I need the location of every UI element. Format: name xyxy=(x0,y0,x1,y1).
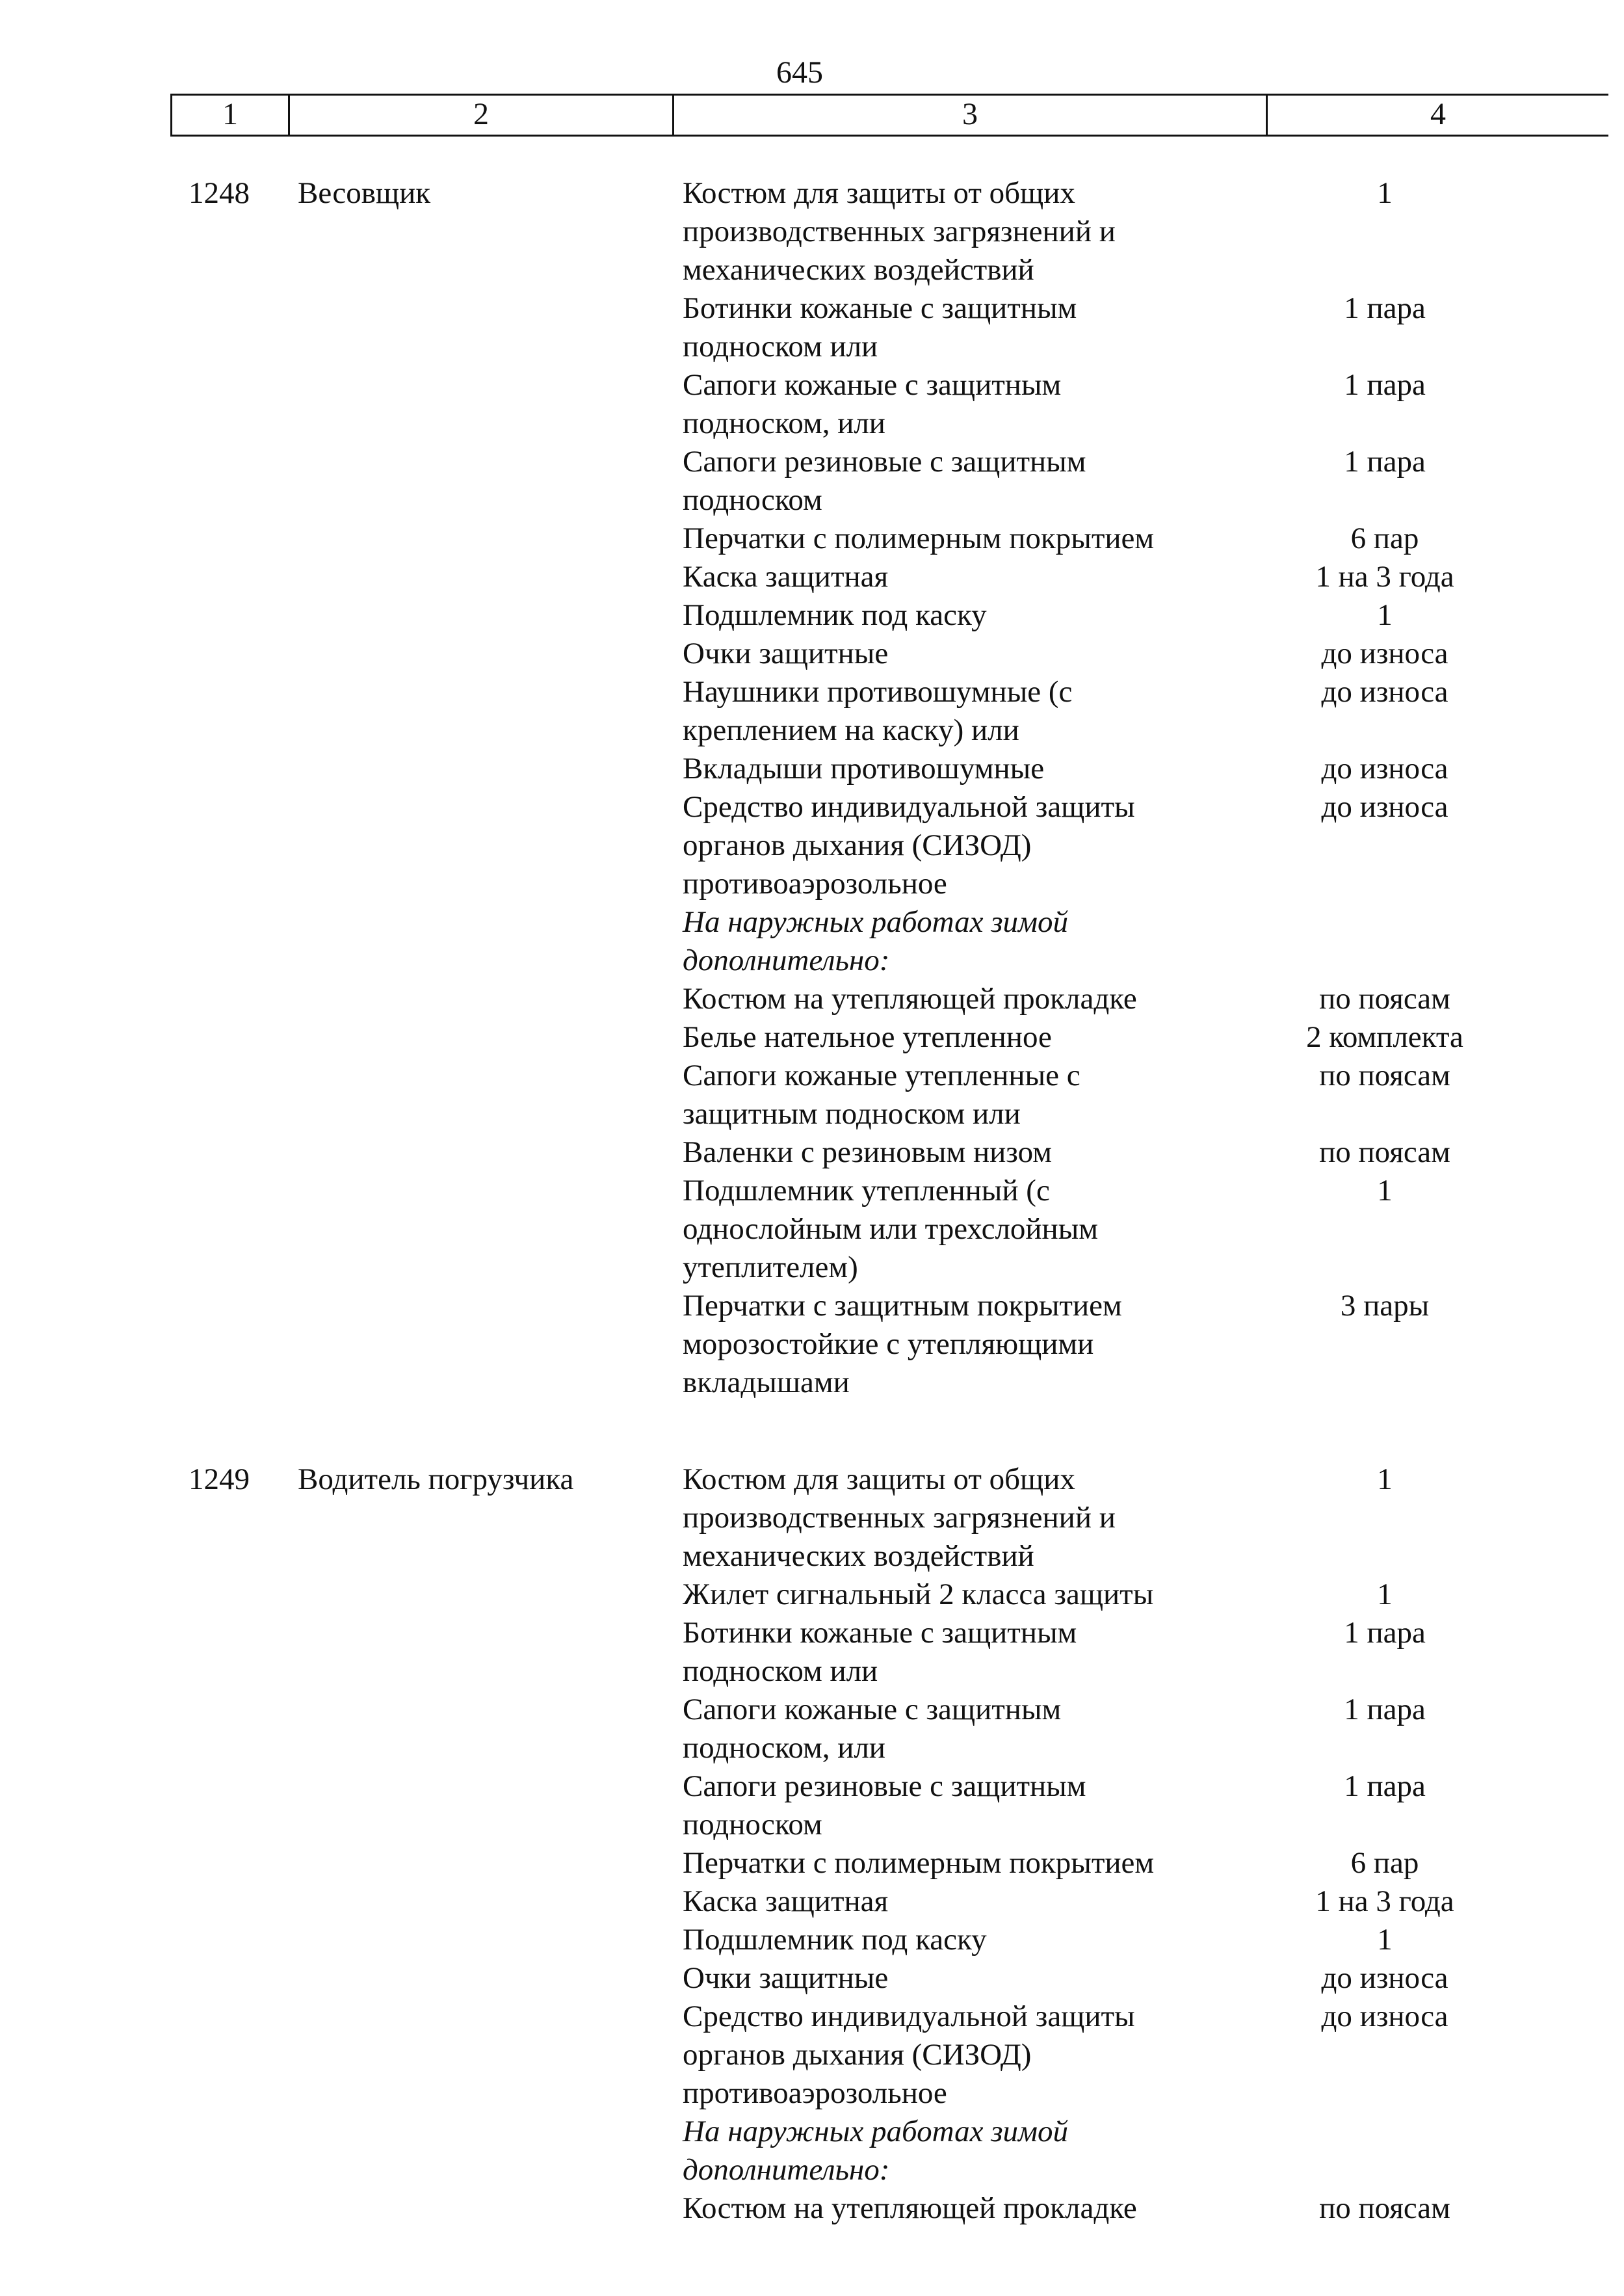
ppe-item-name-line: Перчатки с полимерным покрытием xyxy=(683,1846,1155,1880)
ppe-item-row xyxy=(683,1287,1619,1402)
ppe-item-name-line: механических воздействий xyxy=(683,1539,1034,1573)
ppe-item-name-line: вкладышами xyxy=(683,1366,850,1399)
ppe-item-name-line: органов дыхания (СИЗОД) xyxy=(683,2038,1032,2072)
ppe-item-row xyxy=(683,1614,1619,1691)
ppe-item-row xyxy=(683,1057,1619,1133)
ppe-item-row xyxy=(683,596,1619,635)
ppe-item-name-line: Подшлемник под каску xyxy=(683,1923,987,1957)
ppe-item-name-line: Каска защитная xyxy=(683,1884,889,1918)
ppe-item-quantity: 1 пара xyxy=(1344,1616,1426,1650)
ppe-item-quantity: 1 xyxy=(1377,1174,1393,1207)
header-col-4: 4 xyxy=(1430,97,1446,131)
ppe-item-name-line: подноском, или xyxy=(683,406,885,440)
ppe-item-name xyxy=(683,1921,1222,1959)
ppe-item-row xyxy=(683,788,1619,903)
ppe-item-name xyxy=(683,1576,1222,1614)
ppe-item-name xyxy=(683,1882,1222,1921)
ppe-item-row xyxy=(683,1767,1619,1844)
ppe-item-quantity: 1 пара xyxy=(1344,291,1426,325)
ppe-item-quantity: 1 xyxy=(1377,176,1393,210)
ppe-item-quantity: 1 xyxy=(1377,1923,1393,1957)
ppe-item-name-line: Средство индивидуальной защиты xyxy=(683,790,1135,824)
ppe-item-name xyxy=(683,1460,1222,1576)
entry-number: 1248 xyxy=(189,176,250,210)
ppe-item-name-line: Перчатки с полимерным покрытием xyxy=(683,521,1155,555)
ppe-item-quantity: по поясам xyxy=(1319,1135,1450,1169)
ppe-item-quantity: 1 пара xyxy=(1344,445,1426,479)
ppe-item-row xyxy=(683,750,1619,788)
ppe-item-name-line: Средство индивидуальной защиты xyxy=(683,1999,1135,2033)
ppe-item-name xyxy=(683,1018,1222,1057)
ppe-item-name-line: На наружных работах зимой xyxy=(683,905,1069,939)
ppe-item-row xyxy=(683,558,1619,596)
ppe-item-quantity: 1 xyxy=(1377,1462,1393,1496)
ppe-item-name xyxy=(683,2189,1222,2228)
ppe-item-name-line: Ботинки кожаные с защитным xyxy=(683,291,1077,325)
ppe-item-row xyxy=(683,1998,1619,2113)
ppe-item-name-line: На наружных работах зимой xyxy=(683,2115,1069,2148)
ppe-item-name-line: Костюм на утепляющей прокладке xyxy=(683,982,1137,1016)
ppe-item-row xyxy=(683,1460,1619,1576)
ppe-item-row xyxy=(683,1959,1619,1998)
ppe-item-quantity: 3 пары xyxy=(1340,1289,1430,1323)
ppe-item-name xyxy=(683,1287,1222,1402)
ppe-item-quantity: по поясам xyxy=(1319,1059,1450,1092)
ppe-item-quantity: до износа xyxy=(1321,752,1448,785)
ppe-item-row xyxy=(683,1882,1619,1921)
ppe-item-quantity: до износа xyxy=(1321,1961,1448,1995)
ppe-item-row xyxy=(683,520,1619,558)
ppe-item-name xyxy=(683,289,1222,366)
ppe-item-name-line: механических воздействий xyxy=(683,253,1034,287)
ppe-item-row xyxy=(683,1921,1619,1959)
ppe-item-name xyxy=(683,443,1222,520)
profession-name: Весовщик xyxy=(298,176,431,210)
ppe-item-row xyxy=(683,635,1619,673)
ppe-item-name-line: противоаэрозольное xyxy=(683,867,947,901)
ppe-item-name-line: Наушники противошумные (с xyxy=(683,675,1073,709)
ppe-item-row xyxy=(683,1018,1619,1057)
ppe-item-row xyxy=(683,174,1619,289)
ppe-item-row xyxy=(683,1576,1619,1614)
ppe-item-name xyxy=(683,673,1222,750)
ppe-item-name-line: дополнительно: xyxy=(683,2153,890,2187)
ppe-item-name-line: Каска защитная xyxy=(683,560,889,594)
ppe-item-row xyxy=(683,1844,1619,1882)
ppe-item-name-line: органов дыхания (СИЗОД) xyxy=(683,828,1032,862)
ppe-item-name-line: Вкладыши противошумные xyxy=(683,752,1045,785)
ppe-item-row xyxy=(683,366,1619,443)
ppe-item-name xyxy=(683,1172,1222,1287)
ppe-item-quantity: 6 пар xyxy=(1350,521,1419,555)
ppe-item-name-line: Сапоги кожаные с защитным xyxy=(683,1693,1062,1726)
ppe-item-name-line: противоаэрозольное xyxy=(683,2076,947,2110)
ppe-item-name xyxy=(683,366,1222,443)
note-row xyxy=(683,903,1619,980)
ppe-item-name xyxy=(683,1998,1222,2113)
ppe-item-name xyxy=(683,558,1222,596)
ppe-item-row xyxy=(683,1172,1619,1287)
ppe-item-quantity: по поясам xyxy=(1319,982,1450,1016)
ppe-item-row xyxy=(683,443,1619,520)
header-col-3: 3 xyxy=(962,97,978,131)
ppe-item-name xyxy=(683,1614,1222,1691)
ppe-item-quantity: 1 xyxy=(1377,1577,1393,1611)
ppe-item-name-line: Ботинки кожаные с защитным xyxy=(683,1616,1077,1650)
ppe-item-name xyxy=(683,750,1222,788)
ppe-item-name xyxy=(683,1133,1222,1172)
ppe-item-name-line: Перчатки с защитным покрытием xyxy=(683,1289,1122,1323)
ppe-item-name-line: подноском или xyxy=(683,1654,878,1688)
ppe-item-list xyxy=(683,1460,1619,2228)
ppe-item-name xyxy=(683,1057,1222,1133)
ppe-item-quantity: до износа xyxy=(1321,1999,1448,2033)
ppe-item-quantity: до износа xyxy=(1321,637,1448,670)
page-number: 645 xyxy=(776,55,823,90)
ppe-item-name xyxy=(683,1844,1222,1882)
ppe-item-name-line: Подшлемник утепленный (с xyxy=(683,1174,1050,1207)
ppe-item-name-line: Очки защитные xyxy=(683,1961,889,1995)
ppe-item-name xyxy=(683,1691,1222,1767)
header-col-1: 1 xyxy=(222,97,238,131)
ppe-item-name xyxy=(683,174,1222,289)
ppe-item-name-line: Сапоги кожаные утепленные с xyxy=(683,1059,1080,1092)
ppe-item-name-line: Сапоги резиновые с защитным xyxy=(683,445,1086,479)
ppe-item-row xyxy=(683,1691,1619,1767)
ppe-item-quantity: до износа xyxy=(1321,790,1448,824)
ppe-item-name-line: Сапоги кожаные с защитным xyxy=(683,368,1062,402)
ppe-item-name-line: производственных загрязнений и xyxy=(683,215,1116,248)
ppe-item-name-line: подноском xyxy=(683,1808,822,1841)
ppe-item-name-line: Сапоги резиновые с защитным xyxy=(683,1769,1086,1803)
ppe-item-name-line: Очки защитные xyxy=(683,637,889,670)
ppe-item-quantity: до износа xyxy=(1321,675,1448,709)
ppe-item-name xyxy=(683,1767,1222,1844)
ppe-item-quantity: 1 пара xyxy=(1344,368,1426,402)
ppe-item-name-line: Валенки с резиновым низом xyxy=(683,1135,1052,1169)
entry-number: 1249 xyxy=(189,1462,250,1496)
ppe-item-name-line: морозостойкие с утепляющими xyxy=(683,1327,1094,1361)
ppe-item-name xyxy=(683,520,1222,558)
column-header-row xyxy=(170,94,1608,137)
header-col-2: 2 xyxy=(473,97,489,131)
ppe-item-name-line: Белье нательное утепленное xyxy=(683,1020,1052,1054)
ppe-item-row xyxy=(683,2189,1619,2228)
ppe-item-row xyxy=(683,980,1619,1018)
ppe-item-name-line: дополнительно: xyxy=(683,943,890,977)
ppe-item-quantity: 1 на 3 года xyxy=(1315,1884,1454,1918)
ppe-item-name-line: подноском xyxy=(683,483,822,517)
ppe-item-quantity: 1 пара xyxy=(1344,1693,1426,1726)
ppe-item-quantity: 6 пар xyxy=(1350,1846,1419,1880)
ppe-item-name-line: креплением на каску) или xyxy=(683,713,1019,747)
ppe-item-name-line: утеплителем) xyxy=(683,1250,858,1284)
ppe-item-name-line: подноском, или xyxy=(683,1731,885,1765)
ppe-item-row xyxy=(683,1133,1619,1172)
ppe-item-name xyxy=(683,596,1222,635)
ppe-item-quantity: по поясам xyxy=(1319,2191,1450,2225)
ppe-item-name-line: Костюм на утепляющей прокладке xyxy=(683,2191,1137,2225)
ppe-item-name xyxy=(683,903,1222,980)
ppe-item-name xyxy=(683,635,1222,673)
ppe-item-name-line: однослойным или трехслойным xyxy=(683,1212,1099,1246)
ppe-item-name-line: Костюм для защиты от общих xyxy=(683,176,1075,210)
ppe-item-name-line: Жилет сигнальный 2 класса защиты xyxy=(683,1577,1154,1611)
ppe-item-quantity: 1 пара xyxy=(1344,1769,1426,1803)
ppe-item-row xyxy=(683,289,1619,366)
ppe-item-list xyxy=(683,174,1619,1402)
ppe-item-name xyxy=(683,788,1222,903)
ppe-item-name xyxy=(683,980,1222,1018)
profession-name: Водитель погрузчика xyxy=(298,1462,574,1496)
ppe-item-quantity: 1 на 3 года xyxy=(1315,560,1454,594)
ppe-item-name-line: защитным подноском или xyxy=(683,1097,1021,1131)
ppe-item-name-line: производственных загрязнений и xyxy=(683,1501,1116,1535)
ppe-item-name xyxy=(683,1959,1222,1998)
ppe-item-quantity: 1 xyxy=(1377,598,1393,632)
ppe-item-name-line: Костюм для защиты от общих xyxy=(683,1462,1075,1496)
ppe-item-row xyxy=(683,673,1619,750)
ppe-item-name-line: Подшлемник под каску xyxy=(683,598,987,632)
note-row xyxy=(683,2113,1619,2189)
ppe-item-quantity: 2 комплекта xyxy=(1306,1020,1463,1054)
ppe-item-name-line: подноском или xyxy=(683,330,878,363)
ppe-item-name xyxy=(683,2113,1222,2189)
